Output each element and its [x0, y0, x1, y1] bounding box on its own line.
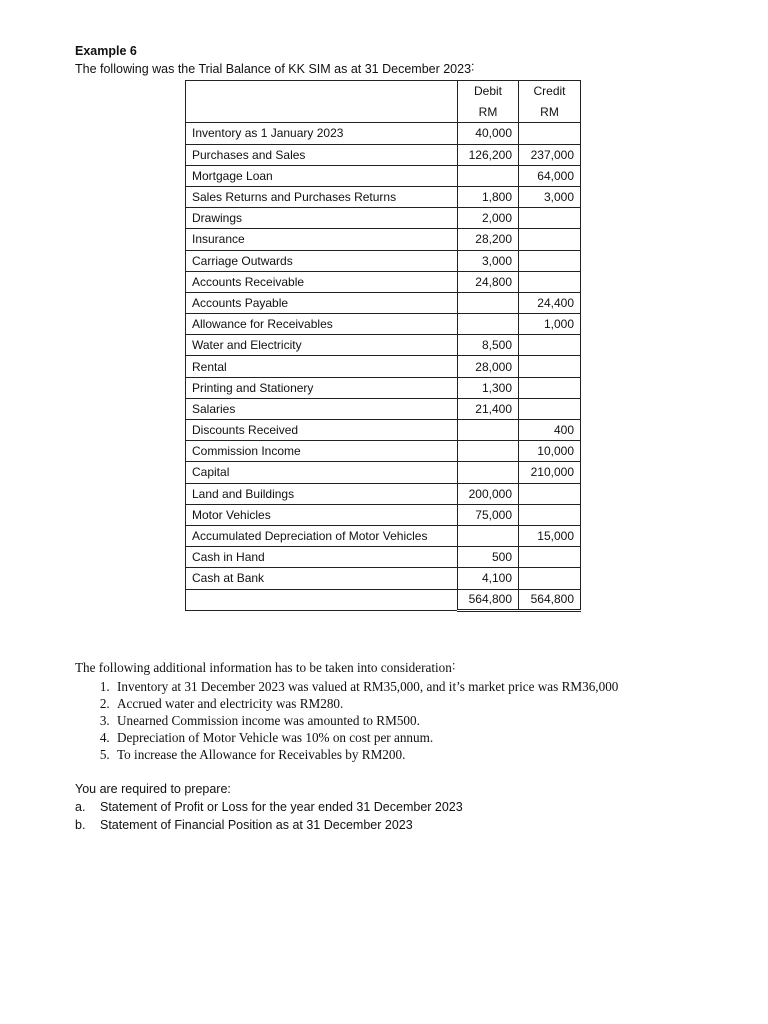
table-row	[186, 165, 581, 186]
credit-amount	[519, 208, 581, 229]
credit-amount: 1,000	[519, 314, 581, 335]
total-credit: 564,800	[519, 589, 581, 610]
account-name: Discounts Received	[186, 420, 458, 441]
additional-list	[75, 678, 618, 763]
account-name: Capital	[186, 462, 458, 483]
table-row	[186, 547, 581, 568]
credit-amount	[519, 398, 581, 419]
account-name: Sales Returns and Purchases Returns	[186, 186, 458, 207]
table-row	[186, 462, 581, 483]
account-name: Water and Electricity	[186, 335, 458, 356]
unit-blank-cell	[186, 102, 458, 123]
credit-amount	[519, 547, 581, 568]
requirement-text: Statement of Profit or Loss for the year ended 31 December 2023	[100, 800, 463, 814]
requirement-marker: b.	[75, 818, 86, 832]
account-name: Land and Buildings	[186, 483, 458, 504]
table-row	[186, 356, 581, 377]
account-name: Cash in Hand	[186, 547, 458, 568]
credit-amount	[519, 271, 581, 292]
credit-amount	[519, 335, 581, 356]
table-row	[186, 504, 581, 525]
debit-amount: 21,400	[458, 398, 519, 419]
additional-item: 2. Accrued water and electricity was RM280.	[113, 695, 618, 712]
account-name: Allowance for Receivables	[186, 314, 458, 335]
debit-amount: 500	[458, 547, 519, 568]
debit-amount	[458, 525, 519, 546]
debit-amount: 3,000	[458, 250, 519, 271]
credit-amount	[519, 483, 581, 504]
requirement-text: Statement of Financial Position as at 31 December 2023	[100, 818, 413, 832]
credit-amount	[519, 504, 581, 525]
account-name: Rental	[186, 356, 458, 377]
example-heading: Example 6	[75, 44, 137, 58]
account-name: Printing and Stationery	[186, 377, 458, 398]
requirement-item	[75, 816, 463, 834]
requirements-list	[75, 798, 463, 834]
debit-amount: 126,200	[458, 144, 519, 165]
account-name: Motor Vehicles	[186, 504, 458, 525]
credit-amount: 24,400	[519, 292, 581, 313]
debit-amount: 40,000	[458, 123, 519, 144]
additional-item: 5. To increase the Allowance for Receivables by RM200.	[113, 746, 618, 763]
account-name: Accumulated Depreciation of Motor Vehicles	[186, 525, 458, 546]
table-row	[186, 377, 581, 398]
table-row	[186, 250, 581, 271]
table-row	[186, 208, 581, 229]
credit-amount: 3,000	[519, 186, 581, 207]
debit-amount	[458, 462, 519, 483]
credit-unit: RM	[519, 102, 581, 123]
table-row	[186, 335, 581, 356]
credit-header: Credit	[519, 81, 581, 102]
account-name: Salaries	[186, 398, 458, 419]
table-row	[186, 398, 581, 419]
debit-amount: 24,800	[458, 271, 519, 292]
debit-amount: 8,500	[458, 335, 519, 356]
credit-amount	[519, 377, 581, 398]
debit-amount: 28,200	[458, 229, 519, 250]
table-row	[186, 144, 581, 165]
debit-amount: 1,800	[458, 186, 519, 207]
credit-amount: 15,000	[519, 525, 581, 546]
debit-header: Debit	[458, 81, 519, 102]
header-blank-cell	[186, 81, 458, 102]
credit-amount: 210,000	[519, 462, 581, 483]
account-name: Accounts Payable	[186, 292, 458, 313]
credit-amount: 400	[519, 420, 581, 441]
debit-amount: 1,300	[458, 377, 519, 398]
account-name: Cash at Bank	[186, 568, 458, 589]
additional-item: 3. Unearned Commission income was amounted to RM500.	[113, 712, 618, 729]
credit-amount	[519, 250, 581, 271]
credit-amount: 10,000	[519, 441, 581, 462]
credit-amount: 64,000	[519, 165, 581, 186]
credit-amount	[519, 229, 581, 250]
requirement-item	[75, 798, 463, 816]
table-row	[186, 123, 581, 144]
account-name: Carriage Outwards	[186, 250, 458, 271]
table-row	[186, 568, 581, 589]
table-unit-row	[186, 102, 581, 123]
credit-amount	[519, 356, 581, 377]
table-row	[186, 229, 581, 250]
requirements	[75, 782, 463, 834]
table-row	[186, 314, 581, 335]
additional-lead: The following additional information has to be taken into consideration˸	[75, 660, 456, 675]
credit-amount: 237,000	[519, 144, 581, 165]
table-row	[186, 420, 581, 441]
debit-amount: 2,000	[458, 208, 519, 229]
requirement-marker: a.	[75, 800, 86, 814]
table-row	[186, 292, 581, 313]
credit-amount	[519, 568, 581, 589]
totals-row	[186, 589, 581, 610]
account-name: Insurance	[186, 229, 458, 250]
intro-text: The following was the Trial Balance of KK SIM as at 31 December 2023˸	[75, 62, 475, 76]
account-name: Accounts Receivable	[186, 271, 458, 292]
debit-amount: 75,000	[458, 504, 519, 525]
trial-balance-table	[185, 80, 581, 612]
credit-amount	[519, 123, 581, 144]
debit-amount	[458, 314, 519, 335]
table-row	[186, 441, 581, 462]
debit-amount	[458, 420, 519, 441]
account-name: Mortgage Loan	[186, 165, 458, 186]
additional-item: 4. Depreciation of Motor Vehicle was 10% on cost per annum.	[113, 729, 618, 746]
account-name: Inventory as 1 January 2023	[186, 123, 458, 144]
debit-amount: 4,100	[458, 568, 519, 589]
table-row	[186, 525, 581, 546]
total-debit: 564,800	[458, 589, 519, 610]
totals-blank-cell	[186, 589, 458, 610]
debit-amount	[458, 165, 519, 186]
table-header-row	[186, 81, 581, 102]
debit-amount: 200,000	[458, 483, 519, 504]
table-row	[186, 186, 581, 207]
debit-amount	[458, 292, 519, 313]
additional-item: 1. Inventory at 31 December 2023 was valued at RM35,000, and it’s market price was RM36,000	[113, 678, 618, 695]
debit-amount: 28,000	[458, 356, 519, 377]
debit-unit: RM	[458, 102, 519, 123]
account-name: Drawings	[186, 208, 458, 229]
debit-amount	[458, 441, 519, 462]
account-name: Commission Income	[186, 441, 458, 462]
additional-information	[75, 660, 618, 763]
account-name: Purchases and Sales	[186, 144, 458, 165]
table-row	[186, 271, 581, 292]
requirements-lead: You are required to prepare:	[75, 782, 231, 796]
table-row	[186, 483, 581, 504]
